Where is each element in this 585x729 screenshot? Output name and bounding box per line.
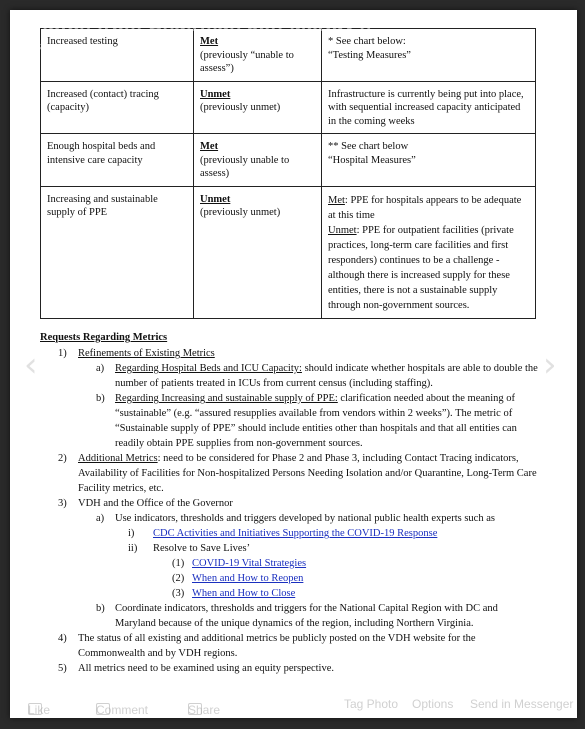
- item-text: Coordinate indicators, thresholds and triggers for the National Capital Region with DC and Maryland because of the unique dynamics of the region, including Northern Virginia.: [115, 603, 498, 629]
- unmet-text: : PPE for outpatient facilities (private practices, long-term care facilities and first responders) continues to be a challenge - although there is increased supply for these entities, there is not a sustainable supply through non-government sources.: [328, 224, 514, 311]
- list-item: [40, 631, 540, 661]
- next-photo-icon[interactable]: ›: [543, 345, 557, 385]
- item-text: All metrics need to be examined using an equity perspective.: [78, 663, 335, 674]
- item-label: Regarding Increasing and sustainable supply of PPE:: [115, 393, 338, 404]
- status-note: (previously unmet): [200, 207, 281, 218]
- photo-subtitle: post: [22, 39, 45, 53]
- metrics-table: [40, 28, 536, 319]
- item-number: 2): [58, 453, 67, 464]
- requests-section: [40, 330, 540, 676]
- item-number: ii): [128, 543, 138, 554]
- reopen-link[interactable]: When and How to Reopen: [192, 573, 304, 584]
- notes-cell: [322, 81, 536, 134]
- status-note: (previously unmet): [200, 102, 281, 113]
- item-text: Resolve to Save Lives’: [153, 543, 251, 554]
- photo-action-bar: [10, 691, 577, 719]
- close-link[interactable]: When and How to Close: [192, 588, 296, 599]
- comment-label: Comment: [96, 703, 149, 717]
- list-item: [40, 571, 540, 586]
- status-label: Met: [200, 36, 219, 47]
- list-item: [40, 586, 540, 601]
- photo-title-text: Photos from Chairman Jeff McKay's: [22, 14, 372, 36]
- item-number: 4): [58, 633, 67, 644]
- list-item: [40, 496, 540, 511]
- status-cell: [194, 81, 322, 134]
- item-number: (1): [172, 558, 185, 569]
- item-label: Additional Metrics: [78, 453, 158, 464]
- status-label: Met: [200, 141, 219, 152]
- item-text: should indicate whether hospitals are able to double the number of patients treated in ICUs from current census (including staffing).: [115, 363, 538, 389]
- notes-line: * See chart below:: [328, 36, 406, 47]
- metric-cell: Increased (contact) tracing (capacity): [41, 81, 194, 134]
- list-item: [40, 541, 540, 556]
- metric-cell: Increasing and sustainable supply of PPE: [41, 186, 194, 318]
- list-item: [40, 391, 540, 451]
- item-number: b): [96, 393, 105, 404]
- met-text: : PPE for hospitals appears to be adequate at this time: [328, 194, 522, 221]
- list-item: [40, 511, 540, 526]
- notes-line: “Testing Measures”: [328, 49, 411, 61]
- notes-line: “Hospital Measures”: [328, 154, 416, 166]
- table-row: [41, 134, 536, 187]
- item-number: b): [96, 603, 105, 614]
- list-item: [40, 601, 540, 631]
- item-number: a): [96, 363, 105, 374]
- previous-photo-icon[interactable]: ‹: [24, 345, 38, 385]
- item-text: clarification needed about the meaning of “sustainable” (e.g. “assured resupplies available from vendors within 2 weeks”). The metric of “Sustainable supply of PPE” should include entities other than hospitals and that all entities can readily obtain PPE supplies from non-government sources.: [115, 393, 517, 449]
- item-number: (3): [172, 588, 185, 599]
- notes-met: [328, 193, 529, 223]
- share-label: Share: [188, 703, 221, 717]
- photo-title[interactable]: [22, 14, 371, 53]
- status-note: (previously “unable to assess”): [200, 49, 294, 74]
- list-item: [40, 346, 540, 361]
- metric-cell: Increased testing: [41, 29, 194, 82]
- unmet-label: Unmet: [328, 224, 357, 236]
- item-label: Refinements of Existing Metrics: [78, 348, 215, 359]
- table-row: [41, 186, 536, 318]
- item-label: Regarding Hospital Beds and ICU Capacity:: [115, 363, 302, 374]
- metric-cell: Enough hospital beds and intensive care capacity: [41, 134, 194, 187]
- close-icon[interactable]: ✕: [555, 18, 571, 38]
- vital-strategies-link[interactable]: COVID-19 Vital Strategies: [192, 558, 307, 569]
- met-label: Met: [328, 194, 345, 206]
- notes-line: ** See chart below: [328, 141, 409, 152]
- list-item: [40, 556, 540, 571]
- status-cell: [194, 186, 322, 318]
- list-item: [40, 526, 540, 541]
- like-label: Like: [28, 703, 51, 717]
- cdc-link[interactable]: CDC Activities and Initiatives Supporting the COVID-19 Response: [153, 528, 438, 539]
- notes-cell: [322, 134, 536, 187]
- item-number: (2): [172, 573, 185, 584]
- item-number: a): [96, 513, 105, 524]
- item-text: VDH and the Office of the Governor: [78, 498, 233, 509]
- list-item: [40, 451, 540, 496]
- list-item: [40, 661, 540, 676]
- send-messenger-button[interactable]: Send in Messenger: [470, 697, 574, 711]
- notes-line: Infrastructure is currently being put into place, with sequential increased capacity anticipated in the coming weeks: [328, 88, 524, 127]
- status-label: Unmet: [200, 193, 231, 205]
- status-cell: [194, 134, 322, 187]
- item-number: 1): [58, 348, 67, 359]
- table-row: [41, 81, 536, 134]
- item-number: i): [128, 528, 135, 539]
- notes-cell: [322, 186, 536, 318]
- item-text: Use indicators, thresholds and triggers developed by national public health experts such as: [115, 513, 495, 524]
- list-item: [40, 361, 540, 391]
- item-number: 5): [58, 663, 67, 674]
- document-page: [10, 10, 577, 718]
- item-text: : need to be considered for Phase 2 and Phase 3, including Contact Tracing indicators, Availability of Facilities for Non-hospitalized Persons Needing Isolation and/or Quarantine, Long-Term Care Facility metrics, etc.: [78, 453, 537, 494]
- item-number: 3): [58, 498, 67, 509]
- tag-photo-button[interactable]: Tag Photo: [344, 697, 399, 711]
- item-text: The status of all existing and additional metrics be publicly posted on the VDH website for the Commonwealth and by VDH regions.: [78, 633, 476, 659]
- section-heading: Requests Regarding Metrics: [40, 332, 168, 343]
- notes-unmet: [328, 223, 529, 313]
- options-button[interactable]: Options: [412, 697, 454, 711]
- status-label: Unmet: [200, 88, 231, 100]
- status-note: (previously unable to assess): [200, 154, 290, 179]
